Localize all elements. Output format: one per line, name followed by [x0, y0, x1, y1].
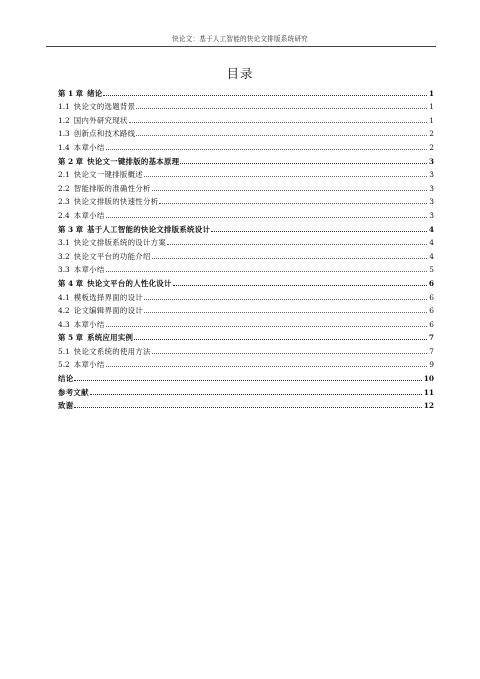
toc-entry-number: 1.1 — [58, 102, 70, 112]
dot-leader — [144, 299, 427, 300]
toc-page-number: 6 — [429, 319, 434, 329]
dot-leader — [90, 394, 422, 395]
dot-leader — [106, 326, 428, 327]
dot-leader — [106, 149, 428, 150]
dot-leader — [136, 108, 427, 109]
toc-entry-title: 快论文平台的功能介绍 — [73, 251, 151, 261]
toc-entry-title: 快论文排版系统的设计方案 — [73, 238, 167, 248]
toc-entry-title: 快论文平台的人性化设计 — [87, 278, 172, 288]
toc-entry-title: 快论文一键排版概述 — [73, 170, 143, 180]
toc-page-number: 4 — [429, 251, 434, 261]
dot-leader — [152, 353, 428, 354]
dot-leader — [74, 407, 421, 408]
toc-entry-title: 参考文献 — [58, 387, 89, 397]
toc-entry-title: 本章小结 — [73, 142, 105, 152]
dot-leader — [167, 244, 427, 245]
toc-entry-number: 第 5 章 — [58, 333, 84, 343]
toc-entry-title: 本章小结 — [73, 360, 105, 370]
toc-entry-number: 2.1 — [58, 170, 70, 180]
toc-page-number: 6 — [429, 292, 434, 302]
toc-page-number: 3 — [428, 156, 434, 166]
toc-entry-title: 快论文一键排版的基本原理 — [87, 156, 180, 166]
toc-entry-title: 创新点和技术路线 — [73, 129, 136, 139]
running-header: 快论文：基于人工智能的快论文排版系统研究 — [172, 35, 308, 43]
toc-page-number: 3 — [429, 183, 434, 193]
toc-entry-title: 本章小结 — [73, 210, 105, 220]
toc-page-number: 6 — [428, 278, 434, 288]
toc-entry-number: 第 1 章 — [58, 88, 84, 98]
toc-page-number: 2 — [429, 129, 434, 139]
toc-page-number: 3 — [429, 210, 434, 220]
toc-section-entry[interactable] — [58, 98, 434, 112]
dot-leader — [211, 231, 427, 232]
toc-entry-title: 系统应用实例 — [87, 333, 134, 343]
toc-section-entry[interactable] — [58, 179, 434, 193]
toc-chapter-entry[interactable] — [58, 84, 434, 98]
toc-chapter-entry[interactable] — [58, 152, 434, 166]
toc-section-entry[interactable] — [58, 247, 434, 261]
toc-page-number: 1 — [429, 102, 434, 112]
dot-leader — [159, 203, 427, 204]
toc-page-number: 7 — [429, 346, 434, 356]
toc-entry-title: 致谢 — [58, 401, 74, 411]
header-rule — [46, 46, 436, 47]
toc-chapter-entry[interactable] — [58, 383, 434, 397]
toc-section-entry[interactable] — [58, 315, 434, 329]
toc-entry-number: 第 2 章 — [58, 156, 84, 166]
toc-entry-title: 结论 — [58, 374, 74, 384]
toc-page-number: 12 — [423, 401, 434, 411]
toc-entry-number: 2.4 — [58, 210, 70, 220]
toc-chapter-entry[interactable] — [58, 274, 434, 288]
dot-leader — [180, 163, 426, 164]
toc-page-number: 7 — [428, 333, 434, 343]
dot-leader — [129, 122, 428, 123]
toc-page-number: 1 — [428, 88, 434, 98]
toc-entry-number: 5.2 — [58, 360, 70, 370]
toc-entry-number: 2.2 — [58, 183, 70, 193]
dot-leader — [144, 176, 427, 177]
toc-section-entry[interactable] — [58, 166, 434, 180]
toc-chapter-entry[interactable] — [58, 369, 434, 383]
toc-chapter-entry[interactable] — [58, 397, 434, 411]
dot-leader — [106, 271, 428, 272]
toc-page-number: 2 — [429, 142, 434, 152]
toc-entry-number: 4.2 — [58, 306, 70, 316]
toc-entry-number: 1.2 — [58, 115, 70, 125]
dot-leader — [134, 339, 427, 340]
toc-page-number: 10 — [423, 374, 434, 384]
toc-section-entry[interactable] — [58, 125, 434, 139]
toc-section-entry[interactable] — [58, 193, 434, 207]
dot-leader — [103, 95, 426, 96]
dot-leader — [152, 258, 428, 259]
toc-entry-title: 模板选择界面的设计 — [73, 292, 143, 302]
toc-entry-title: 快论文排版的快速性分析 — [73, 197, 159, 207]
dot-leader — [106, 217, 428, 218]
toc-title: 目录 — [226, 66, 254, 81]
dot-leader — [173, 285, 427, 286]
toc-entry-title: 本章小结 — [73, 319, 105, 329]
toc-page-number: 4 — [429, 238, 434, 248]
toc-section-entry[interactable] — [58, 261, 434, 275]
toc-entry-number: 4.3 — [58, 319, 70, 329]
toc-chapter-entry[interactable] — [58, 329, 434, 343]
toc-entry-number: 3.3 — [58, 265, 70, 275]
toc-page-number: 11 — [423, 387, 434, 397]
toc-entry-title: 快论文系统的使用方法 — [73, 346, 151, 356]
toc-page-number: 6 — [429, 306, 434, 316]
toc-entry-title: 论文编辑界面的设计 — [73, 306, 143, 316]
toc-section-entry[interactable] — [58, 234, 434, 248]
toc-section-entry[interactable] — [58, 111, 434, 125]
toc-entry-number: 1.4 — [58, 142, 70, 152]
toc-entry-title: 绪论 — [87, 88, 103, 98]
dot-leader — [136, 135, 427, 136]
toc-entry-number: 1.3 — [58, 129, 70, 139]
dot-leader — [152, 190, 428, 191]
table-of-contents — [58, 84, 434, 410]
dot-leader — [144, 312, 427, 313]
toc-section-entry[interactable] — [58, 342, 434, 356]
toc-entry-title: 国内外研究现状 — [73, 115, 128, 125]
toc-section-entry[interactable] — [58, 356, 434, 370]
toc-chapter-entry[interactable] — [58, 220, 434, 234]
toc-page-number: 3 — [429, 170, 434, 180]
toc-entry-number: 3.1 — [58, 238, 70, 248]
toc-entry-number: 5.1 — [58, 346, 70, 356]
toc-entry-title: 本章小结 — [73, 265, 105, 275]
dot-leader — [74, 380, 421, 381]
toc-section-entry[interactable] — [58, 288, 434, 302]
toc-entry-number: 4.1 — [58, 292, 70, 302]
toc-page-number: 3 — [429, 197, 434, 207]
toc-entry-title: 智能排版的准确性分析 — [73, 183, 151, 193]
toc-section-entry[interactable] — [58, 138, 434, 152]
toc-page-number: 4 — [428, 224, 434, 234]
toc-page-number: 9 — [429, 360, 434, 370]
toc-entry-title: 基于人工智能的快论文排版系统设计 — [87, 224, 211, 234]
toc-entry-number: 2.3 — [58, 197, 70, 207]
toc-section-entry[interactable] — [58, 302, 434, 316]
toc-page-number: 1 — [429, 115, 434, 125]
toc-entry-number: 3.2 — [58, 251, 70, 261]
toc-entry-title: 快论文的选题背景 — [73, 102, 136, 112]
toc-section-entry[interactable] — [58, 206, 434, 220]
toc-entry-number: 第 4 章 — [58, 278, 84, 288]
toc-entry-number: 第 3 章 — [58, 224, 84, 234]
toc-page-number: 5 — [429, 265, 434, 275]
dot-leader — [106, 366, 428, 367]
